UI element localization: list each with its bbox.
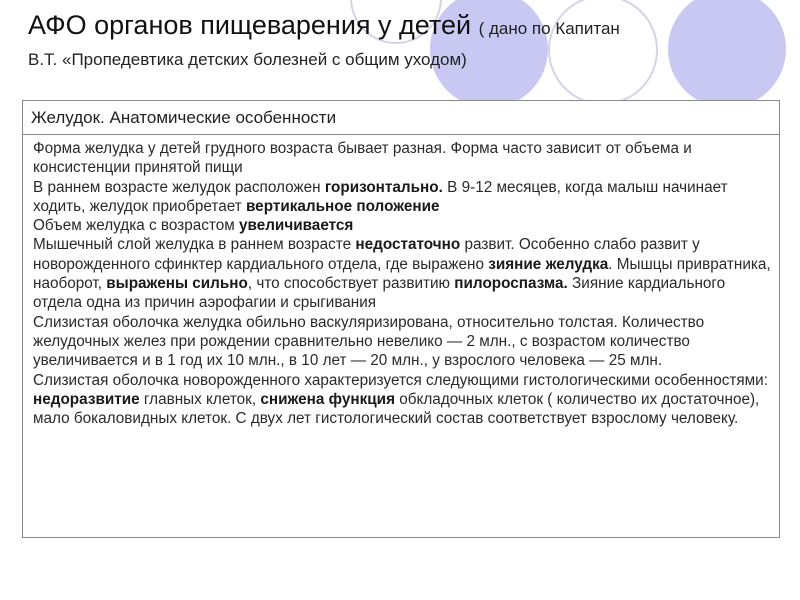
body-text: главных клеток,: [139, 390, 261, 408]
body-text: Объем желудка с возрастом: [33, 217, 239, 235]
emphasis-text: горизонтально.: [324, 178, 443, 196]
body-paragraph: [33, 216, 771, 235]
emphasis-text: недостаточно: [355, 236, 461, 254]
emphasis-text: снижена функция: [260, 390, 395, 408]
body-paragraph: [33, 371, 771, 429]
table-body: [23, 135, 779, 428]
title-main: АФО органов пищеварения у детей: [28, 10, 472, 40]
body-text: Зияние кардиального отдела одна из причин аэрофагии и срыгивания: [33, 275, 726, 312]
emphasis-text: пилороспазма.: [454, 275, 568, 293]
emphasis-text: увеличивается: [238, 217, 354, 235]
slide-title: [28, 8, 768, 72]
body-text: Форма желудка у детей грудного возраста бывает разная. Форма часто зависит от объема и консистенции принятой пищи: [33, 140, 692, 177]
body-text: . Мышцы привратника, наоборот,: [33, 255, 771, 293]
body-text: обкладочных клеток ( количество их достаточное), мало бокаловидных клеток. С двух лет гистологический состав соответствует взрослому человеку.: [33, 390, 760, 428]
emphasis-text: недоразвитие: [33, 390, 140, 408]
body-text: В раннем возрасте желудок расположен: [33, 178, 325, 196]
body-paragraph: [33, 235, 771, 312]
emphasis-text: зияние желудка: [488, 255, 609, 273]
table-header: Желудок. Анатомические особенности: [23, 101, 779, 135]
title-note-line2: В.Т. «Пропедевтика детских болезней с общим уходом): [28, 50, 467, 69]
body-paragraph: [33, 139, 771, 178]
emphasis-text: вертикальное положение: [245, 197, 440, 215]
emphasis-text: выражены сильно: [106, 275, 248, 293]
body-text: Мышечный слой желудка в раннем возрасте: [33, 236, 356, 254]
content-table: [22, 100, 780, 538]
body-paragraph: [33, 313, 771, 371]
body-text: развит. Особенно слабо развит у новорожденного сфинктер кардиального отдела, где выражено: [33, 236, 700, 273]
body-paragraph: [33, 178, 771, 217]
body-text: В 9-12 месяцев, когда малыш начинает ходить, желудок приобретает: [33, 178, 728, 215]
body-text: , что способствует развитию: [247, 275, 455, 293]
title-note: ( дано по Капитан: [478, 19, 620, 38]
body-text: Слизистая оболочка желудка обильно васкуляризирована, относительно толстая. Количество желудочных желез при рождении сравнительно невелико — 2 млн., с возрастом количество увеличивается и в 1 год их 10 млн., в 10 лет — 20 млн., у взрослого человека — 25 млн.: [33, 313, 705, 370]
body-text: Слизистая оболочка новорожденного характеризуется следующими гистологическими особенностями:: [33, 371, 768, 389]
